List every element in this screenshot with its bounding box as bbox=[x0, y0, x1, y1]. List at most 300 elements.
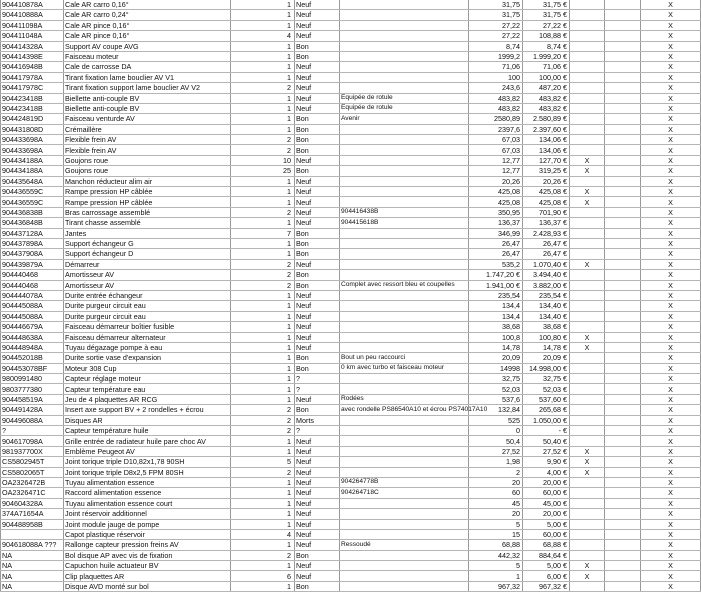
cell-tot[interactable]: 5,00 € bbox=[523, 561, 570, 571]
cell-x3[interactable]: X bbox=[641, 550, 701, 560]
cell-ref[interactable]: 904617098A bbox=[1, 436, 64, 446]
cell-ref[interactable]: 904446679A bbox=[1, 322, 64, 332]
cell-designation[interactable]: Crémaillère bbox=[64, 124, 231, 134]
cell-x3[interactable]: X bbox=[641, 509, 701, 519]
cell-x3[interactable]: X bbox=[641, 332, 701, 342]
cell-x3[interactable]: X bbox=[641, 249, 701, 259]
cell-qty[interactable]: 1 bbox=[231, 249, 295, 259]
cell-x2[interactable] bbox=[605, 342, 641, 352]
cell-note[interactable] bbox=[340, 529, 469, 539]
cell-designation[interactable]: Rallonge capteur pression freins AV bbox=[64, 540, 231, 550]
cell-x2[interactable] bbox=[605, 176, 641, 186]
cell-ref[interactable]: 904433698A bbox=[1, 145, 64, 155]
cell-qty[interactable]: 2 bbox=[231, 83, 295, 93]
cell-note[interactable]: Equipée de rotule bbox=[340, 103, 469, 113]
cell-pu[interactable]: 537,6 bbox=[469, 394, 523, 404]
cell-ref[interactable]: 904434188A bbox=[1, 166, 64, 176]
cell-designation[interactable]: Joint réservoir additionnel bbox=[64, 509, 231, 519]
cell-tot[interactable]: 483,82 € bbox=[523, 93, 570, 103]
cell-x1[interactable] bbox=[570, 519, 605, 529]
cell-designation[interactable]: Cale AR pince 0,16° bbox=[64, 20, 231, 30]
cell-tot[interactable]: 2.428,93 € bbox=[523, 228, 570, 238]
cell-x1[interactable] bbox=[570, 529, 605, 539]
cell-x2[interactable] bbox=[605, 322, 641, 332]
cell-note[interactable] bbox=[340, 176, 469, 186]
cell-designation[interactable]: Disque AVD monté sur bol bbox=[64, 581, 231, 591]
cell-qty[interactable]: 1 bbox=[231, 342, 295, 352]
cell-designation[interactable]: Tuyau dégazage pompe à eau bbox=[64, 342, 231, 352]
cell-x1[interactable] bbox=[570, 41, 605, 51]
cell-cond[interactable]: Neuf bbox=[295, 0, 340, 10]
cell-x1[interactable] bbox=[570, 415, 605, 425]
cell-x3[interactable]: X bbox=[641, 72, 701, 82]
cell-x2[interactable] bbox=[605, 10, 641, 20]
cell-qty[interactable]: 1 bbox=[231, 176, 295, 186]
cell-cond[interactable]: Morts bbox=[295, 415, 340, 425]
cell-ref[interactable]: 9800991480 bbox=[1, 374, 64, 384]
cell-pu[interactable]: 27,22 bbox=[469, 20, 523, 30]
cell-tot[interactable]: 884,64 € bbox=[523, 550, 570, 560]
cell-note[interactable] bbox=[340, 311, 469, 321]
cell-designation[interactable]: Jeu de 4 plaquettes AR RCG bbox=[64, 394, 231, 404]
cell-qty[interactable]: 1 bbox=[231, 124, 295, 134]
cell-x3[interactable]: X bbox=[641, 301, 701, 311]
cell-designation[interactable]: Biellette anti-couple BV bbox=[64, 93, 231, 103]
cell-tot[interactable]: 134,40 € bbox=[523, 301, 570, 311]
cell-qty[interactable]: 1 bbox=[231, 446, 295, 456]
cell-ref[interactable]: 904423418B bbox=[1, 103, 64, 113]
cell-designation[interactable]: Moteur 308 Cup bbox=[64, 363, 231, 373]
cell-designation[interactable]: Tuyau alimentation essence bbox=[64, 477, 231, 487]
cell-note[interactable] bbox=[340, 342, 469, 352]
cell-ref[interactable]: 904448948A bbox=[1, 342, 64, 352]
cell-x2[interactable] bbox=[605, 561, 641, 571]
cell-cond[interactable]: Neuf bbox=[295, 197, 340, 207]
cell-cond[interactable]: Neuf bbox=[295, 10, 340, 20]
cell-x2[interactable] bbox=[605, 488, 641, 498]
cell-pu[interactable]: 100,8 bbox=[469, 332, 523, 342]
cell-x2[interactable] bbox=[605, 166, 641, 176]
cell-designation[interactable]: Support AV coupe AVG bbox=[64, 41, 231, 51]
cell-x1[interactable] bbox=[570, 394, 605, 404]
cell-tot[interactable]: - € bbox=[523, 426, 570, 436]
cell-note[interactable] bbox=[340, 72, 469, 82]
cell-x2[interactable] bbox=[605, 301, 641, 311]
cell-x3[interactable]: X bbox=[641, 176, 701, 186]
cell-designation[interactable]: Goujons roue bbox=[64, 155, 231, 165]
cell-tot[interactable]: 5,00 € bbox=[523, 519, 570, 529]
cell-designation[interactable]: Capteur température huile bbox=[64, 426, 231, 436]
cell-x2[interactable] bbox=[605, 311, 641, 321]
cell-x3[interactable]: X bbox=[641, 51, 701, 61]
cell-qty[interactable]: 4 bbox=[231, 529, 295, 539]
cell-ref[interactable]: 904436848B bbox=[1, 218, 64, 228]
cell-cond[interactable]: Neuf bbox=[295, 519, 340, 529]
cell-ref[interactable]: 904414398E bbox=[1, 51, 64, 61]
cell-tot[interactable]: 1.999,20 € bbox=[523, 51, 570, 61]
cell-x3[interactable]: X bbox=[641, 498, 701, 508]
cell-tot[interactable]: 27,22 € bbox=[523, 20, 570, 30]
cell-note[interactable] bbox=[340, 238, 469, 248]
cell-x1[interactable] bbox=[570, 249, 605, 259]
cell-ref[interactable]: 904417978A bbox=[1, 72, 64, 82]
cell-pu[interactable]: 483,82 bbox=[469, 93, 523, 103]
cell-note[interactable]: Avenir bbox=[340, 114, 469, 124]
cell-x1[interactable]: X bbox=[570, 155, 605, 165]
cell-note[interactable] bbox=[340, 519, 469, 529]
cell-cond[interactable]: Neuf bbox=[295, 467, 340, 477]
cell-designation[interactable]: Biellette anti-couple BV bbox=[64, 103, 231, 113]
cell-note[interactable] bbox=[340, 436, 469, 446]
cell-cond[interactable]: Bon bbox=[295, 238, 340, 248]
cell-note[interactable] bbox=[340, 10, 469, 20]
cell-x2[interactable] bbox=[605, 509, 641, 519]
cell-ref[interactable]: 904416948B bbox=[1, 62, 64, 72]
cell-tot[interactable]: 71,06 € bbox=[523, 62, 570, 72]
cell-x2[interactable] bbox=[605, 498, 641, 508]
cell-ref[interactable]: 904433698A bbox=[1, 135, 64, 145]
cell-x1[interactable] bbox=[570, 436, 605, 446]
cell-designation[interactable]: Joint torique triple D10,82x1,78 90SH bbox=[64, 457, 231, 467]
cell-x1[interactable] bbox=[570, 228, 605, 238]
cell-x2[interactable] bbox=[605, 571, 641, 581]
cell-x3[interactable]: X bbox=[641, 446, 701, 456]
cell-ref[interactable]: 904410878A bbox=[1, 0, 64, 10]
cell-pu[interactable]: 12,77 bbox=[469, 166, 523, 176]
cell-tot[interactable]: 38,68 € bbox=[523, 322, 570, 332]
cell-designation[interactable]: Durite entrée échangeur bbox=[64, 290, 231, 300]
cell-qty[interactable]: 4 bbox=[231, 31, 295, 41]
cell-ref[interactable]: 904488958B bbox=[1, 519, 64, 529]
cell-x2[interactable] bbox=[605, 31, 641, 41]
cell-ref[interactable]: 904452018B bbox=[1, 353, 64, 363]
cell-x2[interactable] bbox=[605, 426, 641, 436]
cell-x3[interactable]: X bbox=[641, 0, 701, 10]
cell-qty[interactable]: 1 bbox=[231, 353, 295, 363]
cell-designation[interactable]: Faisceau démarreur alternateur bbox=[64, 332, 231, 342]
cell-x1[interactable] bbox=[570, 405, 605, 415]
cell-cond[interactable]: Bon bbox=[295, 145, 340, 155]
cell-note[interactable] bbox=[340, 0, 469, 10]
cell-pu[interactable]: 243,6 bbox=[469, 83, 523, 93]
cell-ref[interactable]: 904445088A bbox=[1, 311, 64, 321]
cell-x2[interactable] bbox=[605, 0, 641, 10]
cell-designation[interactable]: Durite sortie vase d'expansion bbox=[64, 353, 231, 363]
cell-ref[interactable]: 904435648A bbox=[1, 176, 64, 186]
cell-tot[interactable]: 136,37 € bbox=[523, 218, 570, 228]
cell-note[interactable] bbox=[340, 384, 469, 394]
cell-tot[interactable]: 20,00 € bbox=[523, 477, 570, 487]
cell-cond[interactable]: Neuf bbox=[295, 477, 340, 487]
cell-x3[interactable]: X bbox=[641, 529, 701, 539]
cell-x2[interactable] bbox=[605, 93, 641, 103]
cell-pu[interactable]: 27,22 bbox=[469, 31, 523, 41]
cell-tot[interactable]: 8,74 € bbox=[523, 41, 570, 51]
cell-note[interactable] bbox=[340, 83, 469, 93]
cell-tot[interactable]: 68,88 € bbox=[523, 540, 570, 550]
cell-x3[interactable]: X bbox=[641, 218, 701, 228]
cell-designation[interactable]: Durite purgeur circuit eau bbox=[64, 301, 231, 311]
cell-qty[interactable]: 1 bbox=[231, 41, 295, 51]
cell-designation[interactable]: Cale AR carro 0,16° bbox=[64, 0, 231, 10]
cell-x1[interactable]: X bbox=[570, 457, 605, 467]
cell-qty[interactable]: 2 bbox=[231, 415, 295, 425]
cell-qty[interactable]: 1 bbox=[231, 187, 295, 197]
cell-x2[interactable] bbox=[605, 114, 641, 124]
cell-pu[interactable]: 1 bbox=[469, 571, 523, 581]
cell-note[interactable] bbox=[340, 301, 469, 311]
cell-ref[interactable]: OA2326471C bbox=[1, 488, 64, 498]
cell-x1[interactable]: X bbox=[570, 187, 605, 197]
cell-note[interactable] bbox=[340, 571, 469, 581]
cell-cond[interactable]: Neuf bbox=[295, 155, 340, 165]
cell-cond[interactable]: Neuf bbox=[295, 446, 340, 456]
cell-pu[interactable]: 60 bbox=[469, 488, 523, 498]
cell-x1[interactable] bbox=[570, 62, 605, 72]
cell-x3[interactable]: X bbox=[641, 384, 701, 394]
cell-qty[interactable]: 1 bbox=[231, 72, 295, 82]
cell-designation[interactable]: Tuyau alimentation essence court bbox=[64, 498, 231, 508]
cell-tot[interactable]: 52,03 € bbox=[523, 384, 570, 394]
cell-x1[interactable] bbox=[570, 301, 605, 311]
cell-x2[interactable] bbox=[605, 62, 641, 72]
cell-designation[interactable]: Rampe pression HP câblée bbox=[64, 187, 231, 197]
cell-cond[interactable]: Neuf bbox=[295, 436, 340, 446]
cell-x2[interactable] bbox=[605, 20, 641, 30]
cell-cond[interactable]: Neuf bbox=[295, 31, 340, 41]
cell-x1[interactable]: X bbox=[570, 467, 605, 477]
cell-pu[interactable]: 31,75 bbox=[469, 0, 523, 10]
cell-pu[interactable]: 2 bbox=[469, 467, 523, 477]
cell-qty[interactable]: 1 bbox=[231, 488, 295, 498]
cell-x1[interactable]: X bbox=[570, 561, 605, 571]
cell-x3[interactable]: X bbox=[641, 135, 701, 145]
cell-pu[interactable]: 5 bbox=[469, 519, 523, 529]
cell-x1[interactable] bbox=[570, 114, 605, 124]
cell-pu[interactable]: 50,4 bbox=[469, 436, 523, 446]
cell-ref[interactable]: 904423418B bbox=[1, 93, 64, 103]
cell-cond[interactable]: Neuf bbox=[295, 301, 340, 311]
cell-note[interactable]: Complet avec ressort bleu et coupelles bbox=[340, 280, 469, 290]
cell-x1[interactable]: X bbox=[570, 197, 605, 207]
cell-x3[interactable]: X bbox=[641, 114, 701, 124]
cell-pu[interactable]: 235,54 bbox=[469, 290, 523, 300]
cell-x1[interactable] bbox=[570, 353, 605, 363]
cell-ref[interactable]: 981937700X bbox=[1, 446, 64, 456]
cell-qty[interactable]: 2 bbox=[231, 207, 295, 217]
cell-designation[interactable]: Disques AR bbox=[64, 415, 231, 425]
cell-qty[interactable]: 1 bbox=[231, 374, 295, 384]
cell-ref[interactable]: 904453078BF bbox=[1, 363, 64, 373]
cell-x2[interactable] bbox=[605, 540, 641, 550]
cell-pu[interactable]: 14998 bbox=[469, 363, 523, 373]
cell-x2[interactable] bbox=[605, 446, 641, 456]
cell-cond[interactable]: Bon bbox=[295, 353, 340, 363]
cell-tot[interactable]: 20,09 € bbox=[523, 353, 570, 363]
cell-tot[interactable]: 50,40 € bbox=[523, 436, 570, 446]
cell-pu[interactable]: 27,52 bbox=[469, 446, 523, 456]
cell-pu[interactable]: 0 bbox=[469, 426, 523, 436]
cell-cond[interactable]: Bon bbox=[295, 51, 340, 61]
cell-x1[interactable]: X bbox=[570, 571, 605, 581]
cell-ref[interactable]: 904437908A bbox=[1, 249, 64, 259]
cell-x1[interactable] bbox=[570, 218, 605, 228]
cell-designation[interactable]: Démarreur bbox=[64, 259, 231, 269]
cell-ref[interactable]: NA bbox=[1, 581, 64, 591]
cell-qty[interactable]: 1 bbox=[231, 509, 295, 519]
cell-ref[interactable]: 904491428A bbox=[1, 405, 64, 415]
cell-cond[interactable]: Neuf bbox=[295, 83, 340, 93]
cell-pu[interactable]: 350,95 bbox=[469, 207, 523, 217]
cell-designation[interactable]: Cale AR pince 0,16° bbox=[64, 31, 231, 41]
cell-pu[interactable]: 1999,2 bbox=[469, 51, 523, 61]
cell-designation[interactable]: Faisceau démarreur boîtier fusible bbox=[64, 322, 231, 332]
cell-ref[interactable]: 904440468 bbox=[1, 270, 64, 280]
cell-tot[interactable]: 425,08 € bbox=[523, 197, 570, 207]
cell-qty[interactable]: 1 bbox=[231, 384, 295, 394]
cell-qty[interactable]: 1 bbox=[231, 581, 295, 591]
cell-note[interactable] bbox=[340, 322, 469, 332]
cell-cond[interactable]: Neuf bbox=[295, 187, 340, 197]
cell-tot[interactable]: 31,75 € bbox=[523, 10, 570, 20]
cell-qty[interactable]: 1 bbox=[231, 540, 295, 550]
cell-designation[interactable]: Goujons roue bbox=[64, 166, 231, 176]
cell-designation[interactable]: Joint module jauge de pompe bbox=[64, 519, 231, 529]
cell-x3[interactable]: X bbox=[641, 145, 701, 155]
cell-x2[interactable] bbox=[605, 249, 641, 259]
cell-x2[interactable] bbox=[605, 238, 641, 248]
cell-x2[interactable] bbox=[605, 394, 641, 404]
cell-qty[interactable]: 2 bbox=[231, 145, 295, 155]
cell-tot[interactable]: 100,00 € bbox=[523, 72, 570, 82]
cell-ref[interactable]: 904410888A bbox=[1, 10, 64, 20]
cell-pu[interactable]: 8,74 bbox=[469, 41, 523, 51]
cell-cond[interactable]: Neuf bbox=[295, 561, 340, 571]
cell-cond[interactable]: Bon bbox=[295, 550, 340, 560]
cell-cond[interactable]: Neuf bbox=[295, 93, 340, 103]
cell-cond[interactable]: Neuf bbox=[295, 20, 340, 30]
cell-note[interactable] bbox=[340, 135, 469, 145]
cell-x3[interactable]: X bbox=[641, 10, 701, 20]
cell-pu[interactable]: 12,77 bbox=[469, 155, 523, 165]
cell-designation[interactable]: Emblème Peugeot AV bbox=[64, 446, 231, 456]
cell-cond[interactable]: Bon bbox=[295, 280, 340, 290]
cell-cond[interactable]: Bon bbox=[295, 363, 340, 373]
cell-note[interactable] bbox=[340, 31, 469, 41]
cell-tot[interactable]: 20,26 € bbox=[523, 176, 570, 186]
cell-cond[interactable]: Neuf bbox=[295, 342, 340, 352]
cell-designation[interactable]: Raccord alimentation essence bbox=[64, 488, 231, 498]
cell-tot[interactable]: 3.882,00 € bbox=[523, 280, 570, 290]
cell-ref[interactable]: 9803777380 bbox=[1, 384, 64, 394]
cell-note[interactable] bbox=[340, 332, 469, 342]
cell-qty[interactable]: 1 bbox=[231, 93, 295, 103]
cell-x1[interactable] bbox=[570, 145, 605, 155]
cell-tot[interactable]: 26,47 € bbox=[523, 238, 570, 248]
cell-note[interactable] bbox=[340, 415, 469, 425]
cell-x1[interactable] bbox=[570, 270, 605, 280]
cell-note[interactable] bbox=[340, 498, 469, 508]
cell-x2[interactable] bbox=[605, 72, 641, 82]
cell-ref[interactable]: 904439879A bbox=[1, 259, 64, 269]
cell-pu[interactable]: 425,08 bbox=[469, 197, 523, 207]
cell-tot[interactable]: 319,25 € bbox=[523, 166, 570, 176]
cell-cond[interactable]: Bon bbox=[295, 249, 340, 259]
cell-x3[interactable]: X bbox=[641, 571, 701, 581]
cell-note[interactable]: 0 km avec turbo et faisceau moteur bbox=[340, 363, 469, 373]
cell-x3[interactable]: X bbox=[641, 20, 701, 30]
cell-x3[interactable]: X bbox=[641, 374, 701, 384]
cell-designation[interactable]: Tirant fixation lame bouclier AV V1 bbox=[64, 72, 231, 82]
cell-qty[interactable]: 2 bbox=[231, 467, 295, 477]
cell-x2[interactable] bbox=[605, 363, 641, 373]
cell-tot[interactable]: 45,00 € bbox=[523, 498, 570, 508]
cell-qty[interactable]: 1 bbox=[231, 394, 295, 404]
cell-designation[interactable]: Cale de carrosse DA bbox=[64, 62, 231, 72]
cell-ref[interactable]: OA2326472B bbox=[1, 477, 64, 487]
cell-x3[interactable]: X bbox=[641, 540, 701, 550]
cell-qty[interactable]: 1 bbox=[231, 332, 295, 342]
cell-designation[interactable]: Flexible frein AV bbox=[64, 135, 231, 145]
cell-x2[interactable] bbox=[605, 405, 641, 415]
cell-ref[interactable]: CS5802065T bbox=[1, 467, 64, 477]
cell-designation[interactable]: Durite purgeur circuit eau bbox=[64, 311, 231, 321]
cell-note[interactable] bbox=[340, 155, 469, 165]
cell-qty[interactable]: 1 bbox=[231, 197, 295, 207]
cell-note[interactable] bbox=[340, 62, 469, 72]
cell-designation[interactable]: Capuchon huile actuateur BV bbox=[64, 561, 231, 571]
cell-ref[interactable]: 904444078A bbox=[1, 290, 64, 300]
cell-ref[interactable]: 904431808D bbox=[1, 124, 64, 134]
cell-ref[interactable]: 374A71654A bbox=[1, 509, 64, 519]
cell-designation[interactable]: Insert axe support BV + 2 rondelles + écrou bbox=[64, 405, 231, 415]
cell-qty[interactable]: 7 bbox=[231, 228, 295, 238]
cell-ref[interactable]: 904604328A bbox=[1, 498, 64, 508]
cell-cond[interactable]: Neuf bbox=[295, 509, 340, 519]
cell-ref[interactable]: NA bbox=[1, 561, 64, 571]
cell-qty[interactable]: 1 bbox=[231, 498, 295, 508]
cell-qty[interactable]: 1 bbox=[231, 51, 295, 61]
cell-x3[interactable]: X bbox=[641, 187, 701, 197]
cell-x1[interactable] bbox=[570, 31, 605, 41]
cell-cond[interactable]: Neuf bbox=[295, 322, 340, 332]
cell-note[interactable]: Equipée de rotule bbox=[340, 93, 469, 103]
cell-cond[interactable]: Neuf bbox=[295, 72, 340, 82]
cell-x3[interactable]: X bbox=[641, 41, 701, 51]
cell-qty[interactable]: 25 bbox=[231, 166, 295, 176]
cell-tot[interactable]: 265,68 € bbox=[523, 405, 570, 415]
cell-x3[interactable]: X bbox=[641, 83, 701, 93]
cell-note[interactable]: 904264718C bbox=[340, 488, 469, 498]
cell-x2[interactable] bbox=[605, 581, 641, 591]
cell-ref[interactable]: 904436559C bbox=[1, 187, 64, 197]
cell-x1[interactable]: X bbox=[570, 332, 605, 342]
cell-tot[interactable]: 2.580,89 € bbox=[523, 114, 570, 124]
cell-qty[interactable]: 1 bbox=[231, 0, 295, 10]
cell-cond[interactable]: Neuf bbox=[295, 259, 340, 269]
cell-tot[interactable]: 31,75 € bbox=[523, 0, 570, 10]
cell-qty[interactable]: 2 bbox=[231, 280, 295, 290]
cell-qty[interactable]: 2 bbox=[231, 259, 295, 269]
cell-x2[interactable] bbox=[605, 280, 641, 290]
cell-cond[interactable]: Neuf bbox=[295, 529, 340, 539]
cell-x1[interactable] bbox=[570, 207, 605, 217]
cell-cond[interactable]: Neuf bbox=[295, 394, 340, 404]
cell-pu[interactable]: 14,78 bbox=[469, 342, 523, 352]
cell-pu[interactable]: 134,4 bbox=[469, 311, 523, 321]
cell-x2[interactable] bbox=[605, 155, 641, 165]
cell-cond[interactable]: Bon bbox=[295, 405, 340, 415]
